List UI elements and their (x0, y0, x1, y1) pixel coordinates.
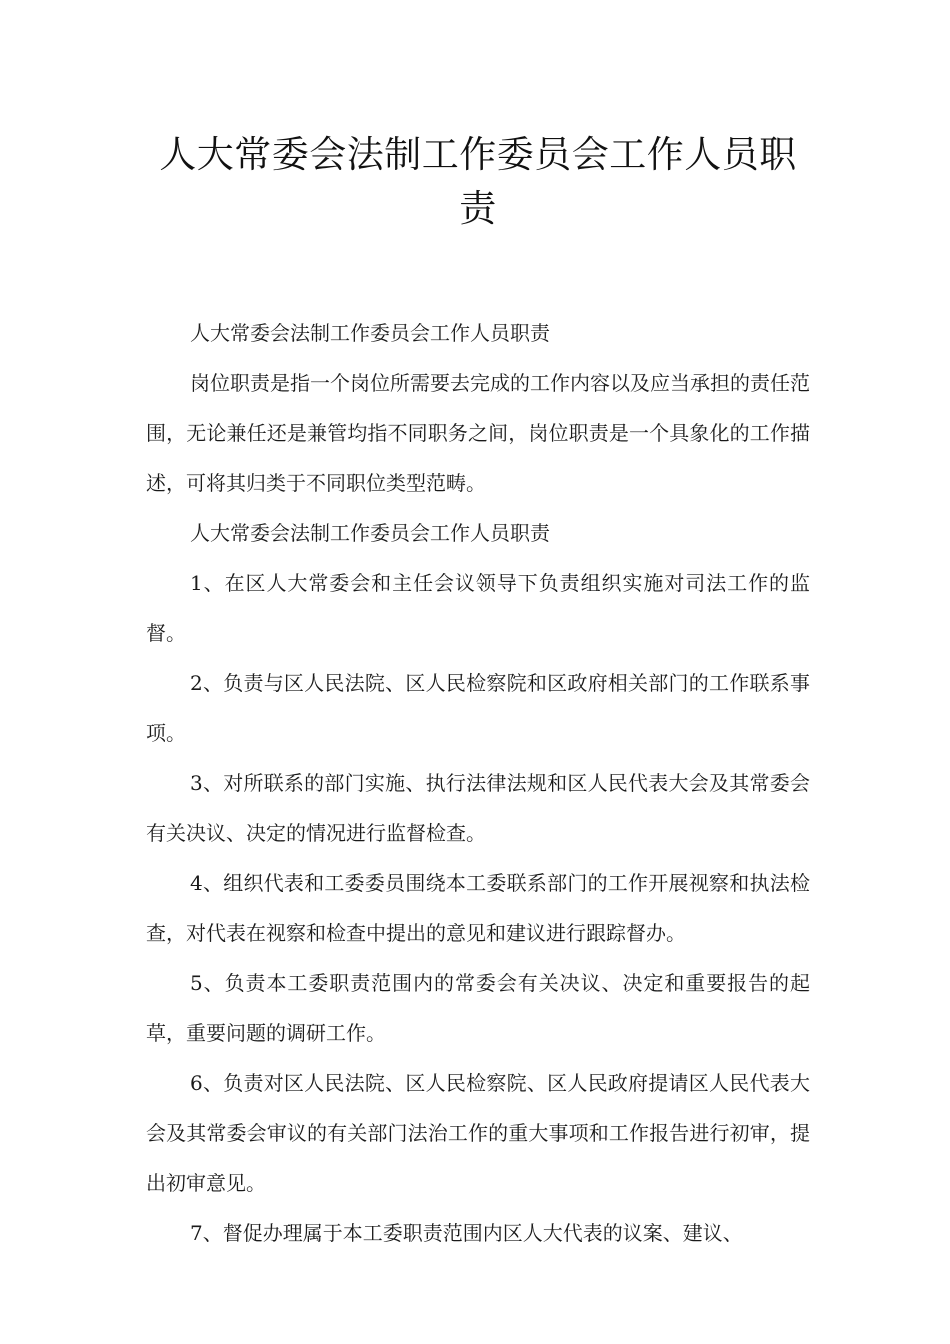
duty-item-2: 2、负责与区人民法院、区人民检察院和区政府相关部门的工作联系事项。 (146, 671, 810, 745)
duty-item-7: 7、督促办理属于本工委职责范围内区人大代表的议案、建议、 (190, 1221, 743, 1245)
duty-item-4: 4、组织代表和工委委员围绕本工委联系部门的工作开展视察和执法检查，对代表在视察和检查中提出的意见和建议进行跟踪督办。 (146, 871, 810, 945)
paragraph-subtitle: 人大常委会法制工作委员会工作人员职责 (190, 321, 550, 345)
duty-item-6: 6、负责对区人民法院、区人民检察院、区人民政府提请区人民代表大会及其常委会审议的有关部门法治工作的重大事项和工作报告进行初审，提出初审意见。 (146, 1071, 810, 1195)
duty-item-3: 3、对所联系的部门实施、执行法律法规和区人民代表大会及其常委会有关决议、决定的情况进行监督检查。 (146, 771, 810, 845)
document-body (146, 308, 810, 1258)
document-page (146, 0, 810, 1258)
document-title: 人大常委会法制工作委员会工作人员职责 (159, 133, 797, 230)
paragraph-subtitle-repeat: 人大常委会法制工作委员会工作人员职责 (190, 521, 550, 545)
duty-item-1: 1、在区人大常委会和主任会议领导下负责组织实施对司法工作的监督。 (146, 571, 810, 645)
duty-item-5: 5、负责本工委职责范围内的常委会有关决议、决定和重要报告的起草，重要问题的调研工作。 (146, 971, 810, 1045)
paragraph-definition: 岗位职责是指一个岗位所需要去完成的工作内容以及应当承担的责任范围，无论兼任还是兼管均指不同职务之间，岗位职责是一个具象化的工作描述，可将其归类于不同职位类型范畴。 (146, 371, 810, 495)
